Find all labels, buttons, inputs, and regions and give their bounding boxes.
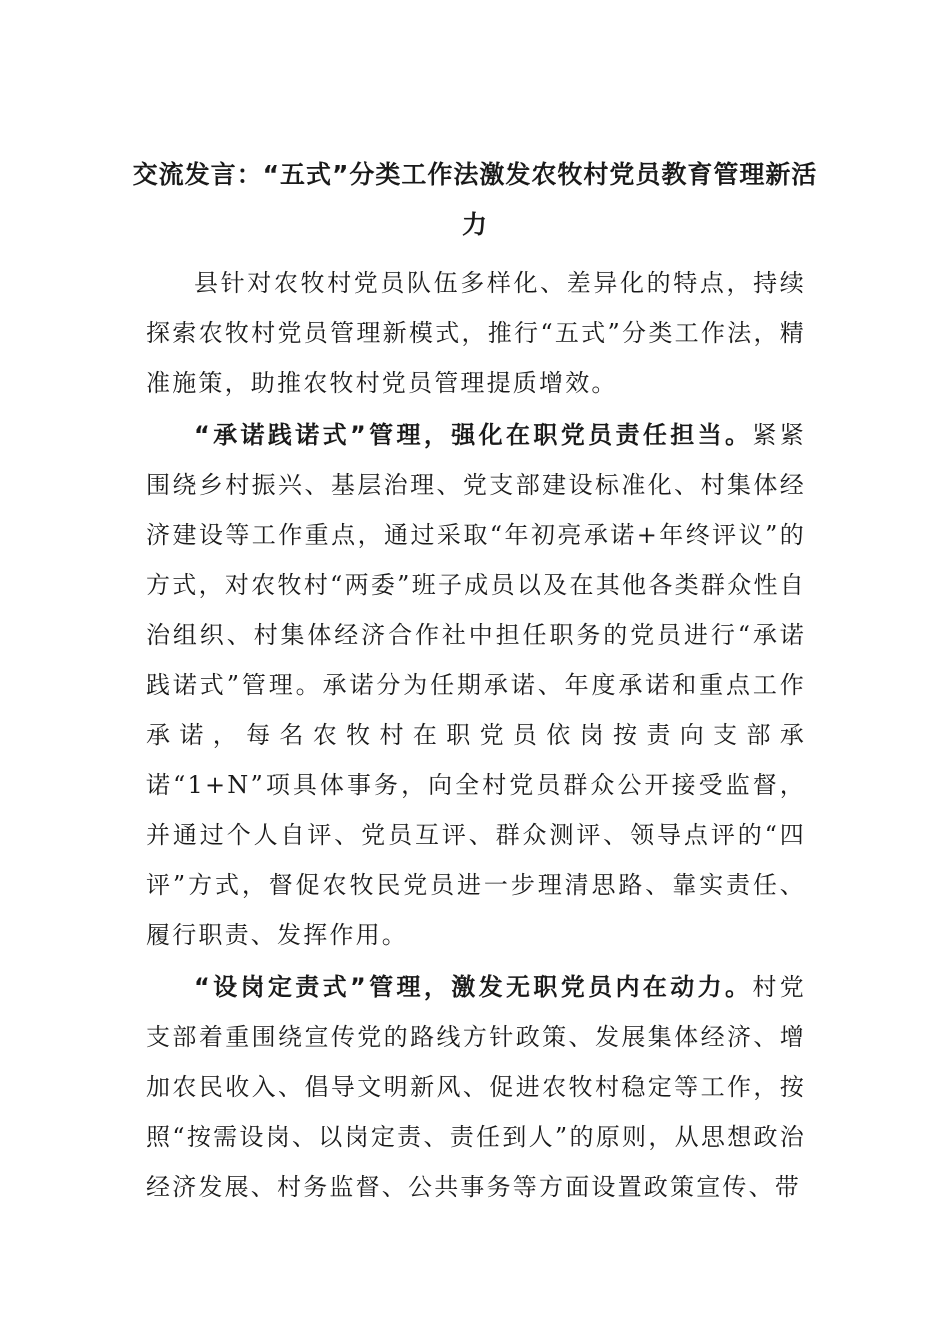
post-duty-paragraph [146,962,806,1212]
commitment-paragraph [146,410,806,960]
post-duty-paragraph-text: 村党支部着重围绕宣传党的路线方针政策、发展集体经济、增加农民收入、倡导文明新风、促进农牧村稳定等工作，按照“按需设岗、以岗定责、责任到人”的原则，从思想政治经济发展、村务监督、公共事务等方面设置政策宣传、带 [146,973,806,1201]
document-body [146,258,806,1212]
intro-paragraph-text: 县针对农牧村党员队伍多样化、差异化的特点，持续探索农牧村党员管理新模式，推行“五式”分类工作法，精准施策，助推农牧村党员管理提质增效。 [146,269,806,397]
intro-paragraph [146,258,806,408]
document-title: 交流发言：“五式”分类工作法激发农牧村党员教育管理新活力 [132,160,818,239]
post-duty-paragraph-heading: “设岗定责式”管理，激发无职党员内在动力。 [194,973,753,1001]
commitment-paragraph-text: 紧紧围绕乡村振兴、基层治理、党支部建设标准化、村集体经济建设等工作重点，通过采取“年初亮承诺+年终评议”的方式，对农牧村“两委”班子成员以及在其他各类群众性自治组织、村集体经济合作社中担任职务的党员进行“承诺践诺式”管理。承诺分为任期承诺、年度承诺和重点工作承诺，每名农牧村在职党员依岗按责向支部承诺“1+N”项具体事务，向全村党员群众公开接受监督，并通过个人自评、党员互评、群众测评、领导点评的“四评”方式，督促农牧民党员进一步理清思路、靠实责任、履行职责、发挥作用。 [146,421,806,949]
commitment-paragraph-heading: “承诺践诺式”管理，强化在职党员责任担当。 [194,421,753,449]
